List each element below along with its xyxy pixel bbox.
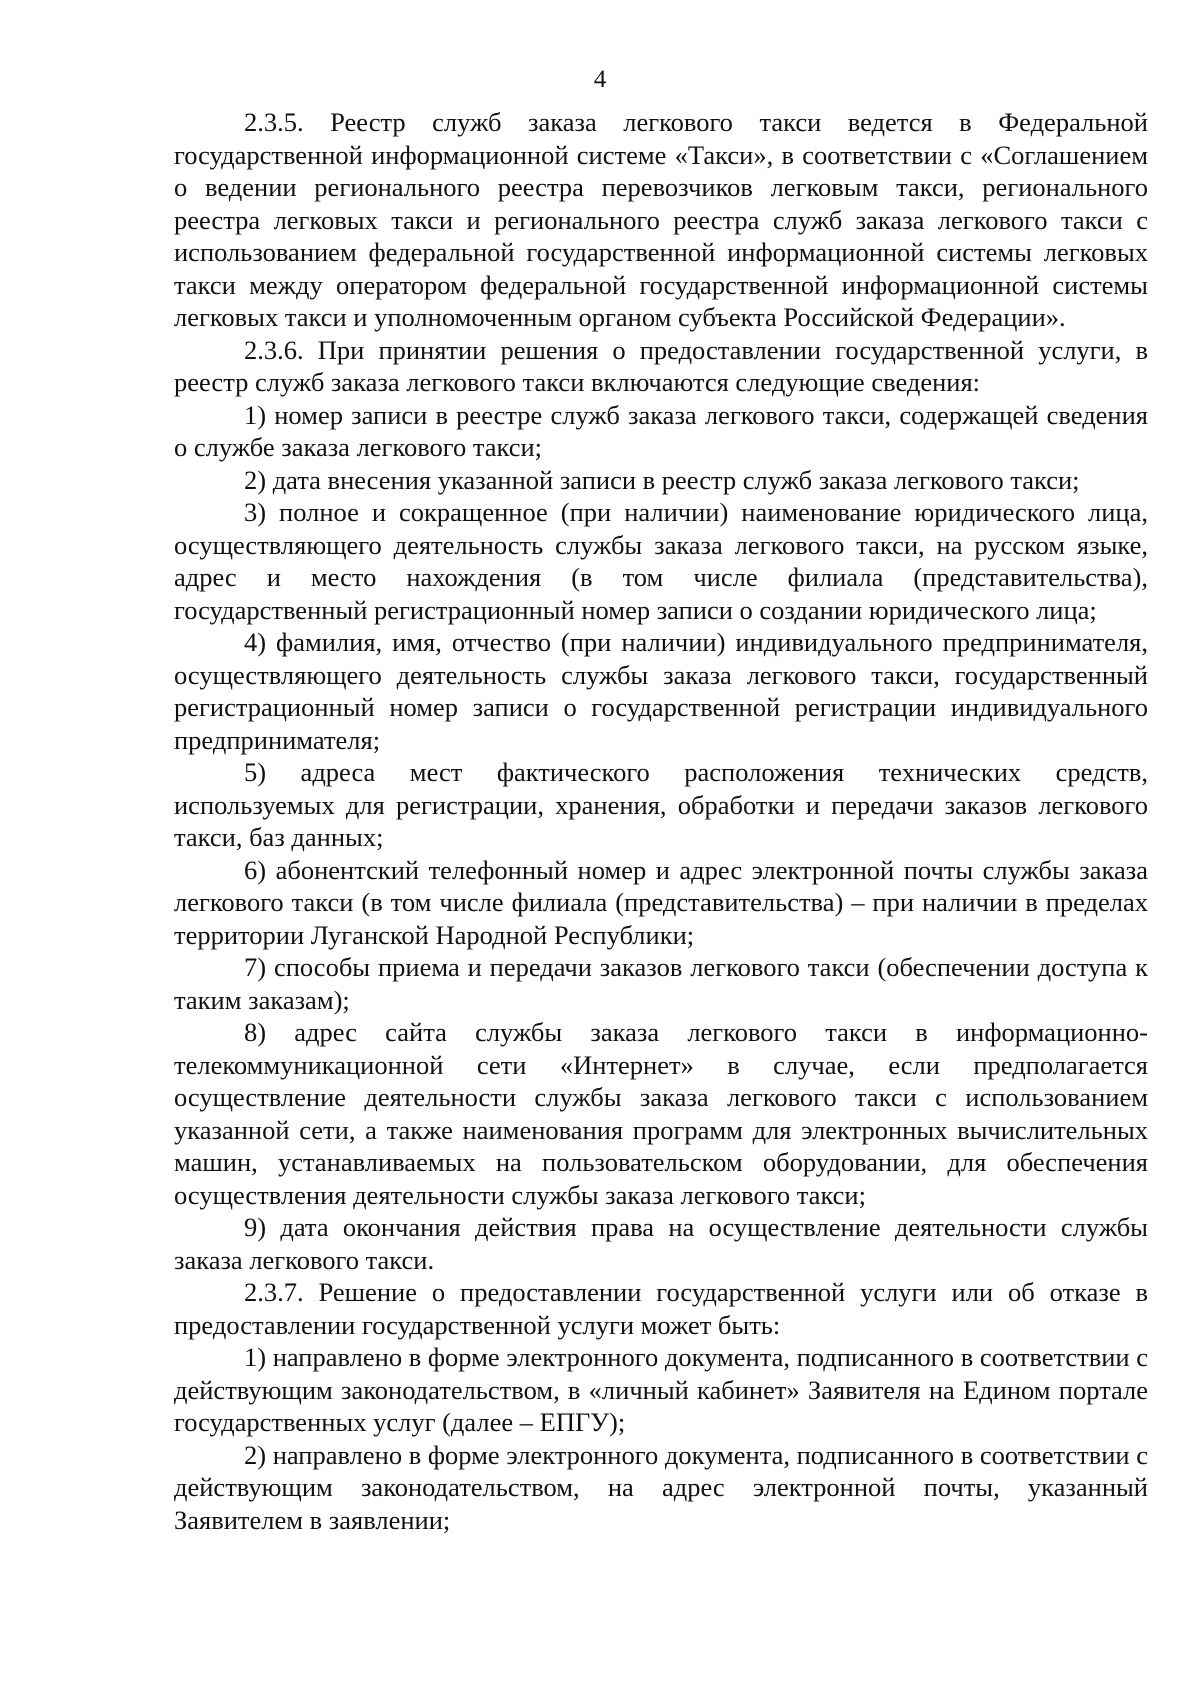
list-item-7-order-methods: 7) способы приема и передачи заказов легкового такси (обеспечении доступа к таким заказам); bbox=[174, 952, 1148, 1015]
list-item-5-equipment-addresses: 5) адреса мест фактического расположения технических средств, используемых для регистрации, хранения, обработки и передачи заказов легкового такси, баз данных; bbox=[174, 757, 1148, 852]
list-item-3-legal-entity-name: 3) полное и сокращенное (при наличии) наименование юридического лица, осуществляющего деятельность службы заказа легкового такси, на русском языке, адрес и место нахождения (в том числе филиала (представительства), государственный регистрационный номер записи о создании юридического лица; bbox=[174, 497, 1148, 625]
list-item-9-expiry-date: 9) дата окончания действия права на осуществление деятельности службы заказа легкового такси. bbox=[174, 1212, 1148, 1275]
delivery-item-2-email: 2) направлено в форме электронного документа, подписанного в соответствии с действующим законодательством, на адрес электронной почты, указанный Заявителем в заявлении; bbox=[174, 1439, 1148, 1535]
document-body bbox=[174, 106, 1148, 1536]
page-number: 4 bbox=[593, 66, 607, 93]
list-item-2-entry-date: 2) дата внесения указанной записи в реестр служб заказа легкового такси; bbox=[244, 464, 1080, 495]
list-item-1-record-number: 1) номер записи в реестре служб заказа легкового такси, содержащей сведения о службе заказа легкового такси; bbox=[174, 399, 1148, 462]
paragraph-2-3-6: 2.3.6. При принятии решения о предоставлении государственной услуги, в реестр служб заказа легкового такси включаются следующие сведения: bbox=[174, 334, 1148, 397]
paragraph-2-3-5: 2.3.5. Реестр служб заказа легкового такси ведется в Федеральной государственной информационной системе «Такси», в соответствии с «Соглашением о ведении регионального реестра перевозчиков легковым такси, регионального реестра легковых такси и регионального реестра служб заказа легкового такси с использованием федеральной государственной информационной системы легковых такси между оператором федеральной государственной информационной системы легковых такси и уполномоченным органом субъекта Российской Федерации». bbox=[174, 107, 1148, 332]
delivery-item-1-epgu: 1) направлено в форме электронного документа, подписанного в соответствии с действующим законодательством, в «личный кабинет» Заявителя на Едином портале государственных услуг (далее – ЕПГУ); bbox=[174, 1342, 1148, 1437]
list-item-8-website: 8) адрес сайта службы заказа легкового такси в информационно-телекоммуникационной сети «Интернет» в случае, если предполагается осуществление деятельности службы заказа легкового такси с использованием указанной сети, а также наименования программ для электронных вычислительных машин, устанавливаемых на пользовательском оборудовании, для обеспечения осуществления деятельности службы заказа легкового такси; bbox=[174, 1017, 1148, 1210]
list-item-6-phone-email: 6) абонентский телефонный номер и адрес электронной почты службы заказа легкового такси (в том числе филиала (представительства) – при наличии в пределах территории Луганской Народной Республики; bbox=[174, 854, 1148, 950]
list-item-4-entrepreneur-name: 4) фамилия, имя, отчество (при наличии) индивидуального предпринимателя, осуществляющего деятельность службы заказа легкового такси, государственный регистрационный номер записи о государственной регистрации индивидуального предпринимателя; bbox=[174, 627, 1148, 755]
paragraph-2-3-7: 2.3.7. Решение о предоставлении государственной услуги или об отказе в предоставлении государственной услуги может быть: bbox=[174, 1277, 1148, 1340]
